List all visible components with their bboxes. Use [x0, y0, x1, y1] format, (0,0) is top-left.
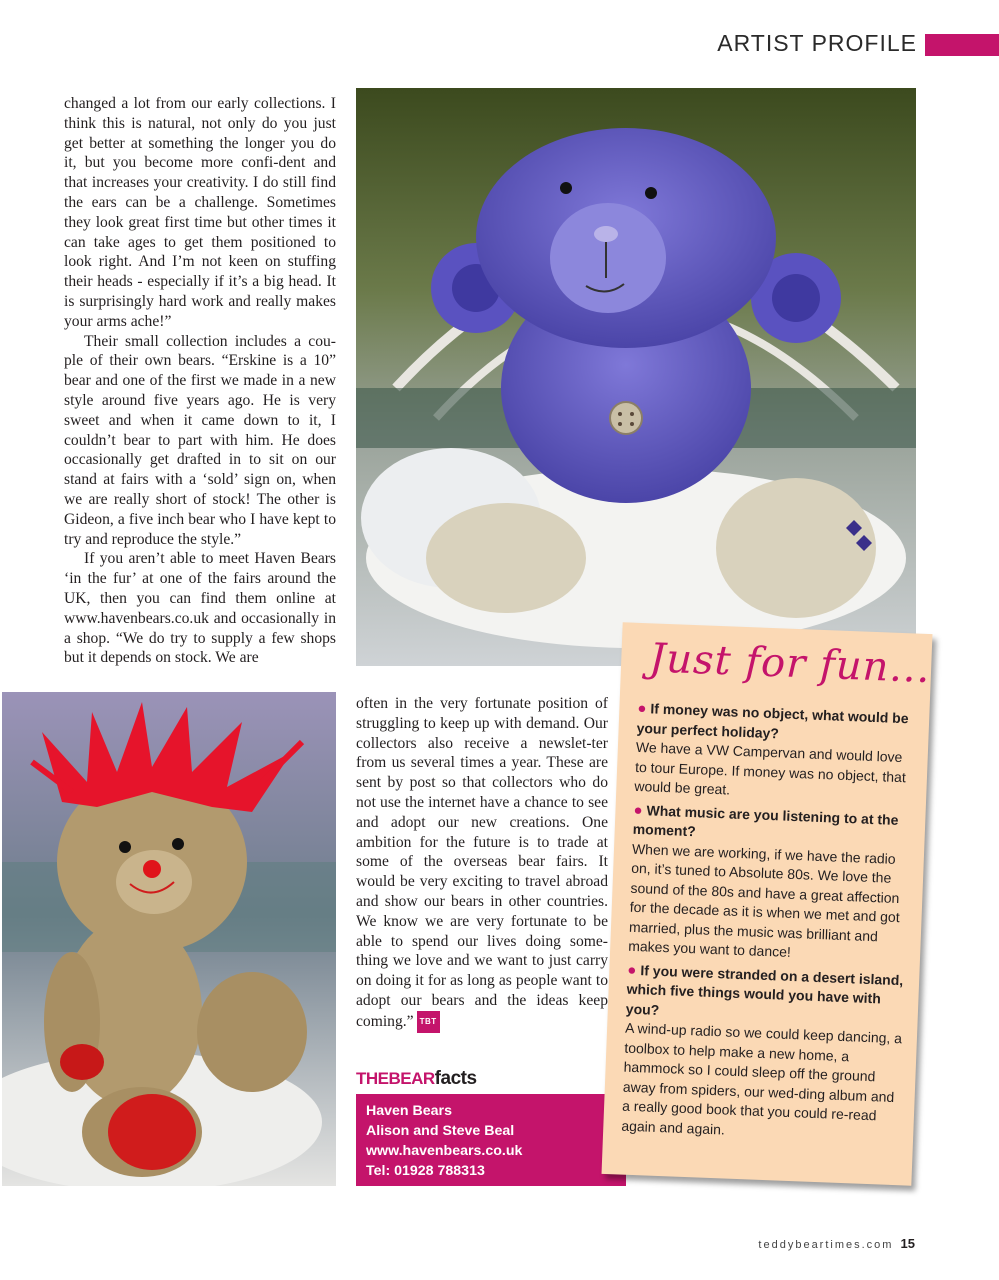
facts-line: Haven Bears [366, 1103, 452, 1119]
section-accent-bar [925, 34, 999, 56]
paragraph [356, 694, 608, 1033]
bullet-icon: ● [627, 961, 637, 979]
paragraph: Their small collection includes a cou-ple of their own bears. “Erskine is a 10” bear and one of the first we made in a new style around five years ago. He is very sweet and when it came down to it, I couldn’t bear to part with him. He does occasionally get drafted in to sit on our stand at fairs with a ‘sold’ sign on, when we are really short of stock! The other is Gideon, a five inch bear who I have kept to try and reproduce the style.” [64, 332, 336, 548]
article-column-2 [356, 694, 608, 1033]
answer: When we are working, if we have the radio on, it’s tuned to Absolute 80s. We love the sound of the 80s and have a great affection for the decade as it is when we met and got married, plus the music was brilliant and makes you want to dance! [627, 840, 900, 960]
just-for-fun-panel [602, 622, 933, 1185]
bear-facts-box [356, 1094, 626, 1186]
paragraph-text: often in the very fortunate position of struggling to keep up with demand. Our collectors also receive a newslet-ter from us several times a year. These are sent by post so that collectors who do not use the internet have a chance to see and adopt our new creations. One ambition for the future is to trade at some of the overseas bear fairs. It would be very exciting to travel abroad and show our bears in other countries. We know we are very fortunate to be able to spend our lives doing some-thing we love and we want to just carry on doing it for as long as people want to adopt our bears and the ideas keep coming.” [356, 695, 608, 1030]
footer-site: teddybeartimes.com [758, 1239, 894, 1251]
paragraph: If you aren’t able to meet Haven Bears ‘in the fur’ at one of the fairs around the UK, then you can find them online at www.havenbears.co.uk and occasionally in a shop. “We do try to supply a few shops but it depends on stock. We are [64, 550, 336, 667]
question-text: If you were stranded on a desert island, which five things would you have with you? [625, 961, 904, 1018]
bear-facts-title [356, 1068, 477, 1090]
just-for-fun-body [621, 699, 920, 1151]
facts-line: www.havenbears.co.uk [366, 1143, 523, 1159]
page-number: 15 [900, 1236, 915, 1251]
photo-blue-bear [356, 88, 916, 666]
question [625, 960, 909, 1029]
answer: We have a VW Campervan and would love to tour Europe. If money was no object, that would be great. [634, 738, 907, 798]
facts-line: Alison and Steve Beal [366, 1123, 515, 1139]
paragraph: changed a lot from our early collections. I think this is natural, not only do you just get better at something the longer you do it, but you become more confi-dent and that increases your creativity. I do still find the ears can be a challenge. Sometimes they look great first time but other times it can take ages to get them positioned to look right. And I’m not keen on stuffing their heads - especially if it’s a big head. It is surprisingly hard work and really makes your arms ache!” [64, 95, 336, 330]
question-text: What music are you listening to at the moment? [632, 801, 899, 840]
facts-line: Tel: 01928 788313 [366, 1163, 485, 1179]
just-for-fun-title: Just for fun... [648, 635, 932, 693]
answer: A wind-up radio so we could keep dancing, a toolbox to help make a new home, a hammock so I could sleep off the ground away from spiders, our wed-ding album and a really good book that you could re-read again and again. [621, 1019, 903, 1138]
bear-facts-title-prefix: THEBEAR [356, 1069, 435, 1088]
photo-red-haired-bear [2, 692, 336, 1186]
article-column-1 [64, 94, 336, 668]
bullet-icon: ● [637, 699, 647, 718]
page-footer [758, 1236, 915, 1251]
bullet-icon: ● [633, 801, 643, 819]
question-text: If money was no object, what would be your perfect holiday? [636, 700, 909, 741]
section-title: ARTIST PROFILE [717, 30, 917, 56]
bear-facts-title-suffix: facts [434, 1068, 477, 1089]
end-mark-badge: TBT [417, 1011, 440, 1033]
